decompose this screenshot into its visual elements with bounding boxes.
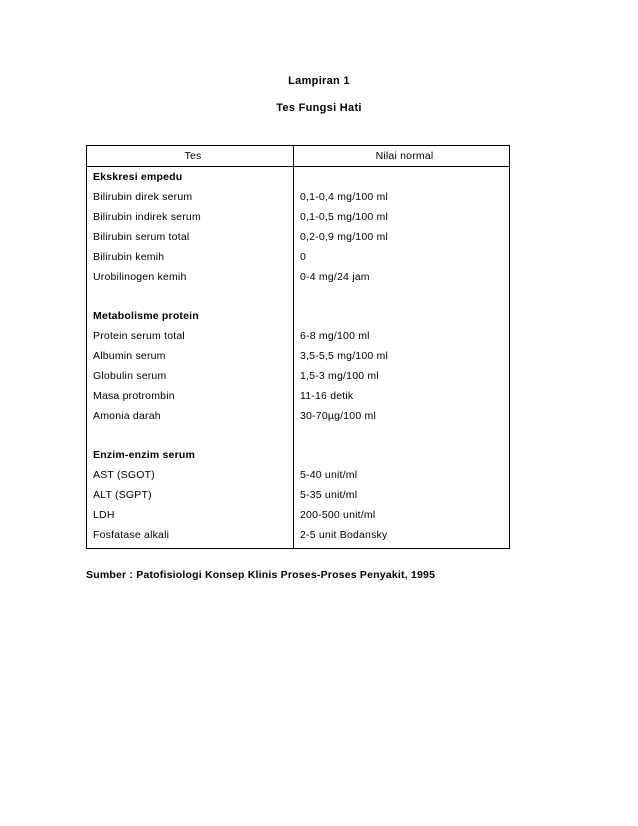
spacer-row <box>87 426 510 445</box>
normal-value: 5-40 unit/ml <box>300 469 358 481</box>
table-header-row <box>87 146 510 167</box>
table-row <box>87 406 510 426</box>
normal-value: 6-8 mg/100 ml <box>300 330 370 342</box>
table-row <box>87 366 510 386</box>
table-row <box>87 227 510 247</box>
normal-value: 200-500 unit/ml <box>300 509 376 521</box>
test-name: Albumin serum <box>87 346 294 366</box>
normal-value: 0-4 mg/24 jam <box>300 271 370 283</box>
table-row <box>87 346 510 366</box>
test-name: Masa protrombin <box>87 386 294 406</box>
table-row <box>87 247 510 267</box>
page-title: Tes Fungsi Hati <box>276 102 362 114</box>
normal-value: 0,1-0,5 mg/100 ml <box>300 211 389 223</box>
test-name: Urobilinogen kemih <box>87 267 294 287</box>
normal-value: 3,5-5,5 mg/100 ml <box>300 350 389 362</box>
section-title: Enzim-enzim serum <box>87 445 294 465</box>
section-header-row <box>87 445 510 465</box>
test-name: Bilirubin direk serum <box>87 187 294 207</box>
column-header-normal-value: Nilai normal <box>294 146 510 167</box>
test-name: Bilirubin indirek serum <box>87 207 294 227</box>
table-row <box>87 267 510 287</box>
normal-value: 5-35 unit/ml <box>300 489 358 501</box>
test-name: LDH <box>87 505 294 525</box>
normal-value: 1,5-3 mg/100 ml <box>300 370 379 382</box>
normal-value: 0 <box>300 251 307 263</box>
normal-value: 2-5 unit Bodansky <box>300 529 388 541</box>
normal-value: 0,1-0,4 mg/100 ml <box>300 191 389 203</box>
section-header-row <box>87 306 510 326</box>
table-row <box>87 386 510 406</box>
section-title: Ekskresi empedu <box>87 167 294 188</box>
table-row <box>87 525 510 549</box>
table-row <box>87 485 510 505</box>
normal-value: 30-70µg/100 ml <box>300 410 376 422</box>
source-citation: Sumber : Patofisiologi Konsep Klinis Proses-Proses Penyakit, 1995 <box>86 569 436 581</box>
column-header-test: Tes <box>87 146 294 167</box>
liver-function-test-table <box>86 145 510 549</box>
test-name: AST (SGOT) <box>87 465 294 485</box>
appendix-label: Lampiran 1 <box>288 75 350 87</box>
normal-value: 11-16 detik <box>300 390 354 402</box>
section-title: Metabolisme protein <box>87 306 294 326</box>
test-name: Protein serum total <box>87 326 294 346</box>
test-name: Amonia darah <box>87 406 294 426</box>
spacer-row <box>87 287 510 306</box>
table-row <box>87 187 510 207</box>
test-name: Globulin serum <box>87 366 294 386</box>
table-row <box>87 505 510 525</box>
table-row <box>87 207 510 227</box>
table-row <box>87 326 510 346</box>
section-header-row <box>87 167 510 188</box>
normal-value: 0,2-0,9 mg/100 ml <box>300 231 389 243</box>
table-row <box>87 465 510 485</box>
test-name: Fosfatase alkali <box>87 525 294 549</box>
test-name: ALT (SGPT) <box>87 485 294 505</box>
test-name: Bilirubin kemih <box>87 247 294 267</box>
test-name: Bilirubin serum total <box>87 227 294 247</box>
